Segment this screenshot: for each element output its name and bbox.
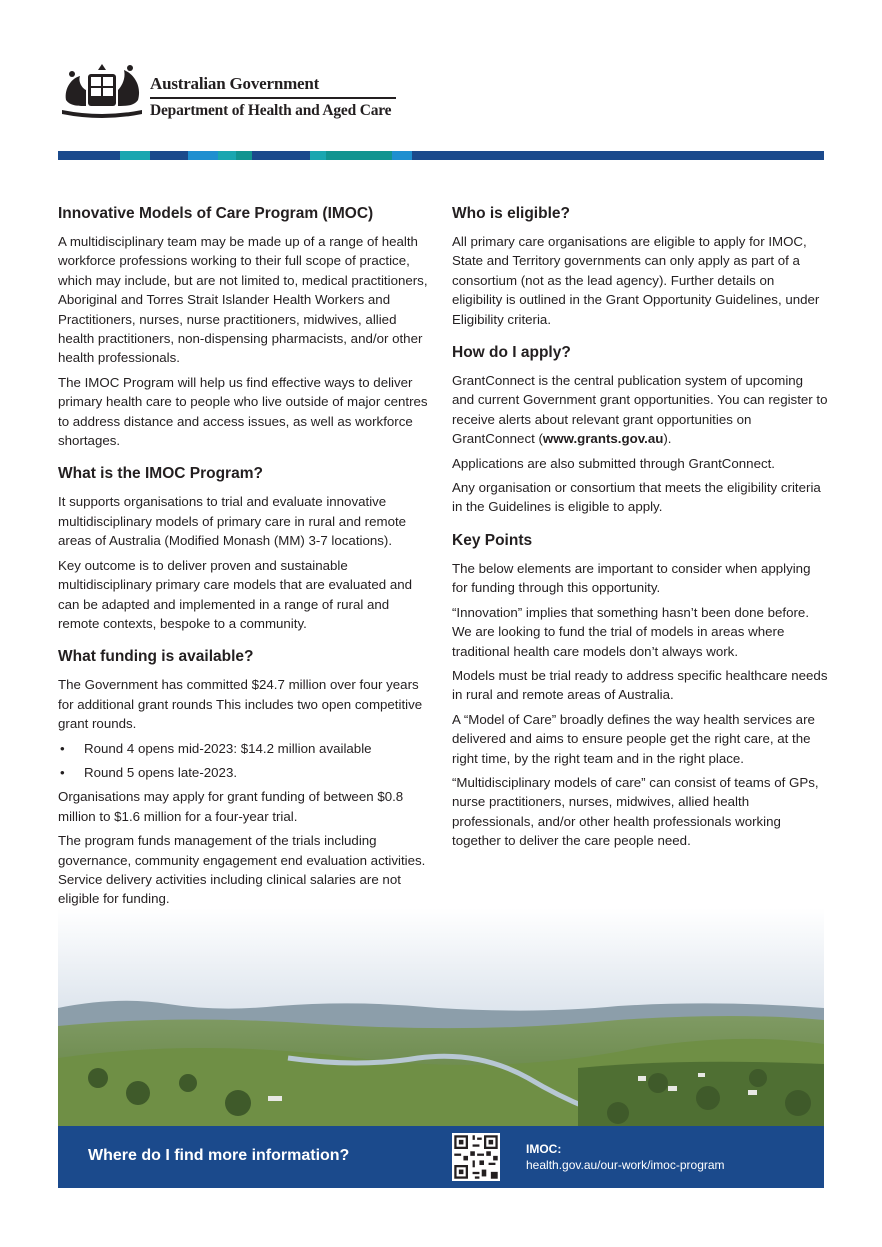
department-name: Department of Health and Aged Care [150,102,392,119]
bullet-icon: • [60,740,65,756]
paragraph: The below elements are important to consider when applying for funding through this opportunity. [452,560,811,596]
bullet-icon: • [60,764,65,780]
paragraph: It supports organisations to trial and evaluate innovative multidisciplinary models of primary care in rural and remote areas of Australia (Modified Monash (MM) 3-7 locations). [58,494,407,549]
government-name: Australian Government [150,74,320,93]
paragraph: All primary care organisations are eligible to apply for IMOC, State and Territory governments can only apply as part of a consortium (not as the lead agency). Further details on eligibility is outlined in the Grant Opportunity Guidelines, under Eligibility criteria. [452,234,820,327]
more-information-heading: Where do I find more information? [88,1147,350,1164]
paragraph: The IMOC Program will help us find effective ways to deliver primary health care to people who live outside of major centres to address distance and access issues, as well as workforce shortages. [58,374,428,449]
section-heading-key-points: Key Points [452,531,533,549]
paragraph: Models must be trial ready to address specific healthcare needs in rural and remote areas of Australia. [452,667,828,703]
footer-banner [58,1126,824,1188]
paragraph: “Multidisciplinary models of care” can consist of teams of GPs, nurse practitioners, nurses, midwives, allied health professionals, and/or other health professionals working together to deliver the care people need. [452,774,819,849]
paragraph: The Government has committed $24.7 million over four years for additional grant rounds This includes two open competitive grant rounds. [58,677,423,732]
paragraph: Organisations may apply for grant funding of between $0.8 million to $1.6 million for a four-year trial. [58,789,404,824]
funding-rounds-list [58,739,434,783]
paragraph: Any organisation or consortium that meets the eligibility criteria in the Guidelines is eligible to apply. [452,480,821,515]
header-stripe [58,151,824,160]
header-divider [150,97,396,99]
imoc-label: IMOC: [526,1142,562,1156]
landscape-photo [58,908,824,1126]
grants-link[interactable]: www.grants.gov.au [542,431,664,447]
section-heading-eligible: Who is eligible? [452,205,570,222]
list-item: • Round 4 opens mid-2023: $14.2 million available [58,739,434,758]
imoc-program-link[interactable]: health.gov.au/our-work/imoc-program [526,1158,725,1172]
right-column [452,204,828,856]
qr-code-icon[interactable] [452,1133,500,1181]
paragraph: GrantConnect is the central publication system of upcoming and current Government grant opportunities. You can register to receive alerts about relevant grant opportunities on GrantConnect (www.grants.gov.au). [452,373,828,447]
left-column [58,204,434,914]
coat-of-arms-icon [58,60,146,122]
paragraph: A multidisciplinary team may be made up of a range of health workforce professions working to their full scope of practice, which may include, but are not limited to, medical practitioners, Aboriginal and Torres Strait Islander Health Workers and Practitioners, nurses, nurse practitioners, midwives, allied health practitioners, non-dispensing pharmacists, and/or other health professionals. [58,234,428,366]
list-item: • Round 5 opens late-2023. [58,763,434,782]
paragraph: A “Model of Care” broadly defines the way health services are delivered and aims to ensure people get the right care, at the right time, by the right team and in the right place. [452,711,815,766]
paragraph: “Innovation” implies that something hasn’t been done before. We are looking to fund the trial of models in areas where traditional health care models don’t always work. [452,604,810,659]
section-heading-imoc: Innovative Models of Care Program (IMOC) [58,205,374,222]
page-header [58,60,398,124]
paragraph: Applications are also submitted through GrantConnect. [452,455,776,471]
section-heading-what-is: What is the IMOC Program? [58,465,263,483]
section-heading-funding: What funding is available? [58,648,254,666]
section-heading-apply: How do I apply? [452,344,571,362]
paragraph: The program funds management of the trials including governance, community engagement end evaluation activities. Service delivery activities including clinical salaries are not eligible for funding. [58,833,426,907]
paragraph: Key outcome is to deliver proven and sustainable multidisciplinary primary care models that are evaluated and can be adapted and implemented in a range of rural and remote contexts, bespoke to a community. [58,557,413,631]
